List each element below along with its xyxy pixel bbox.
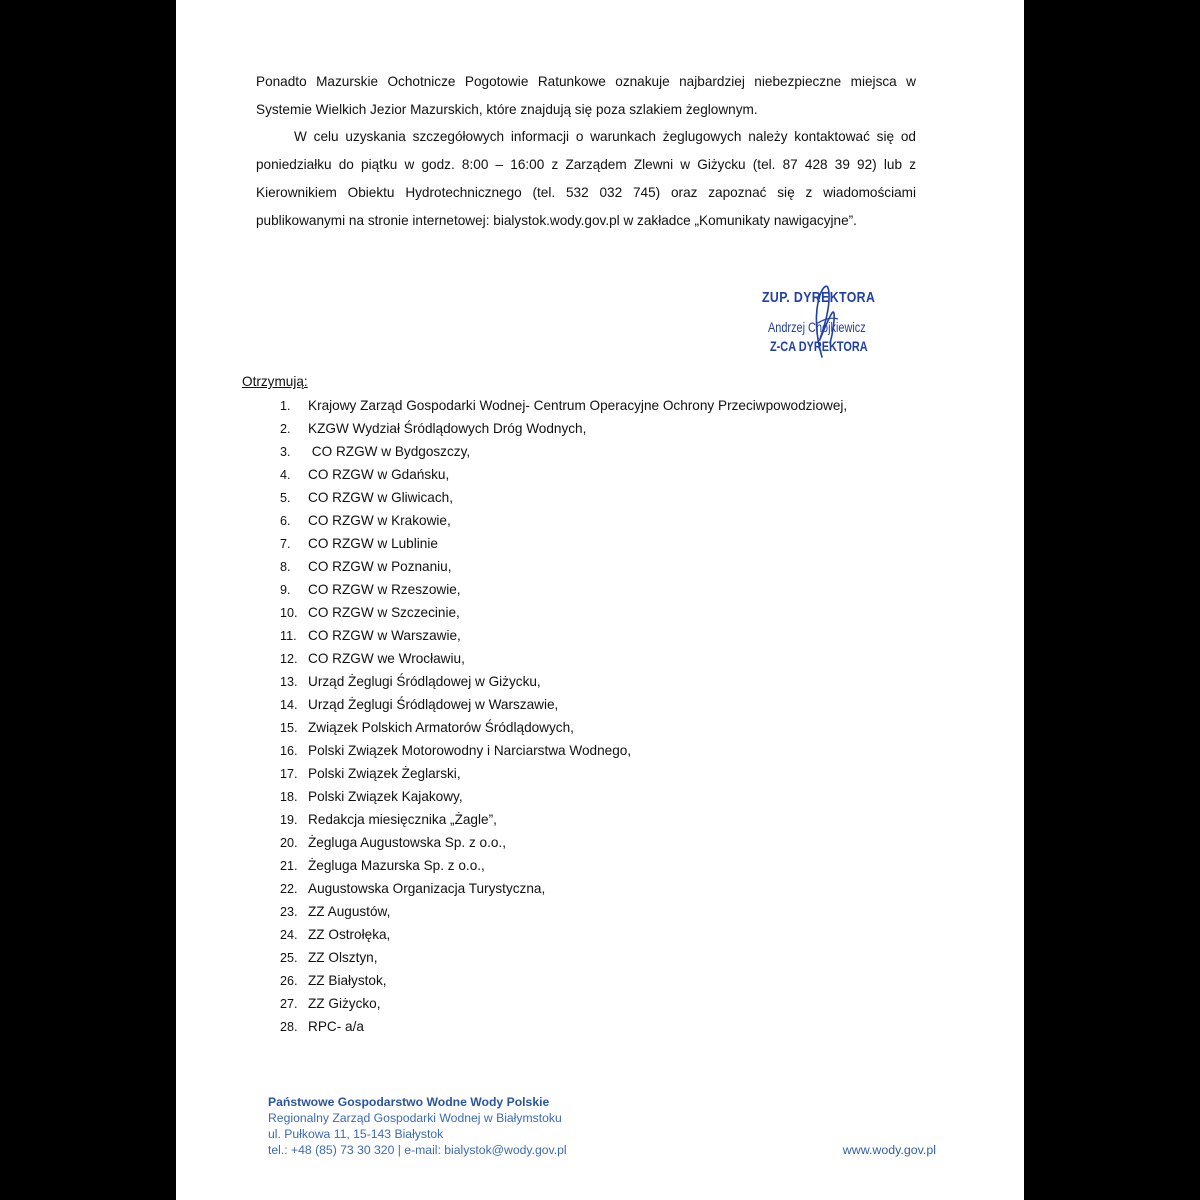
director-stamp bbox=[760, 283, 890, 365]
stamp-line-title: ZUP. DYREKTORA bbox=[762, 289, 876, 306]
list-item: 15. Związek Polskich Armatorów Śródlądowych, bbox=[280, 720, 574, 735]
recipients-list bbox=[280, 394, 847, 1038]
list-item: 22. Augustowska Organizacja Turystyczna, bbox=[280, 881, 546, 896]
paragraph-warning-places: Ponadto Mazurskie Ochotnicze Pogotowie Ratunkowe oznakuje najbardziej niebezpieczne miejsca w Systemie Wielkich Jezior Mazurskich, które znajdują się poza szlakiem żeglownym. bbox=[256, 74, 916, 117]
list-item: 21. Żegluga Mazurska Sp. z o.o., bbox=[280, 858, 485, 873]
list-item: 4. CO RZGW w Gdańsku, bbox=[280, 467, 450, 482]
list-item: 13. Urząd Żeglugi Śródlądowej w Giżycku, bbox=[280, 674, 541, 689]
list-item: 2. KZGW Wydział Śródlądowych Dróg Wodnych, bbox=[280, 421, 587, 436]
signature-icon bbox=[760, 283, 890, 365]
list-item: 26. ZZ Białystok, bbox=[280, 973, 387, 988]
stamp-line-role: Z-CA DYREKTORA bbox=[770, 338, 868, 354]
paragraph-contact-info: W celu uzyskania szczegółowych informacji o warunkach żeglugowych należy kontaktować się od poniedziałku do piątku w godz. 8:00 – 16:00 z Zarządem Zlewni w Giżycku (tel. 87 428 39 92) lub z Kierownikiem Obiektu Hydrotechnicznego (tel. 532 032 745) oraz zapoznać się z wiadomościami publikowanymi na stronie internetowej: bialystok.wody.gov.pl w zakładce „Komunikaty nawigacyjne”. bbox=[256, 129, 916, 228]
footer-contact: tel.: +48 (85) 73 30 320 | e-mail: bialystok@wody.gov.pl bbox=[268, 1143, 567, 1157]
list-item: 5. CO RZGW w Gliwicach, bbox=[280, 490, 454, 505]
recipients-title: Otrzymują: bbox=[242, 374, 308, 389]
list-item: 12. CO RZGW we Wrocławiu, bbox=[280, 651, 465, 666]
list-item: 19. Redakcja miesięcznika „Żagle”, bbox=[280, 812, 497, 827]
list-item: 28. RPC- a/a bbox=[280, 1019, 364, 1034]
list-item: 17. Polski Związek Żeglarski, bbox=[280, 766, 461, 781]
list-item: 24. ZZ Ostrołęka, bbox=[280, 927, 391, 942]
list-item: 10. CO RZGW w Szczecinie, bbox=[280, 605, 460, 620]
list-item: 27. ZZ Giżycko, bbox=[280, 996, 381, 1011]
footer-regional-office: Regionalny Zarząd Gospodarki Wodnej w Białymstoku bbox=[268, 1111, 562, 1125]
list-item: 23. ZZ Augustów, bbox=[280, 904, 391, 919]
footer-website: www.wody.gov.pl bbox=[842, 1143, 936, 1157]
footer-address: ul. Pułkowa 11, 15-143 Białystok bbox=[268, 1127, 444, 1141]
list-item: 18. Polski Związek Kajakowy, bbox=[280, 789, 463, 804]
document-page bbox=[176, 0, 1024, 1200]
list-item: 25. ZZ Olsztyn, bbox=[280, 950, 378, 965]
list-item: 14. Urząd Żeglugi Śródlądowej w Warszawie, bbox=[280, 697, 559, 712]
list-item: 16. Polski Związek Motorowodny i Narciarstwa Wodnego, bbox=[280, 743, 632, 758]
list-item: 3. CO RZGW w Bydgoszczy, bbox=[280, 444, 471, 459]
list-item: 7. CO RZGW w Lublinie bbox=[280, 536, 438, 551]
list-item: 11. CO RZGW w Warszawie, bbox=[280, 628, 461, 643]
list-item: 8. CO RZGW w Poznaniu, bbox=[280, 559, 452, 574]
list-item: 1. Krajowy Zarząd Gospodarki Wodnej- Centrum Operacyjne Ochrony Przeciwpowodziowej, bbox=[280, 398, 848, 413]
list-item: 20. Żegluga Augustowska Sp. z o.o., bbox=[280, 835, 506, 850]
stamp-line-name: Andrzej Chojkiewicz bbox=[768, 319, 866, 335]
list-item: 9. CO RZGW w Rzeszowie, bbox=[280, 582, 461, 597]
list-item: 6. CO RZGW w Krakowie, bbox=[280, 513, 451, 528]
letterhead-footer bbox=[268, 1094, 567, 1158]
footer-organization: Państwowe Gospodarstwo Wodne Wody Polskie bbox=[268, 1095, 550, 1109]
